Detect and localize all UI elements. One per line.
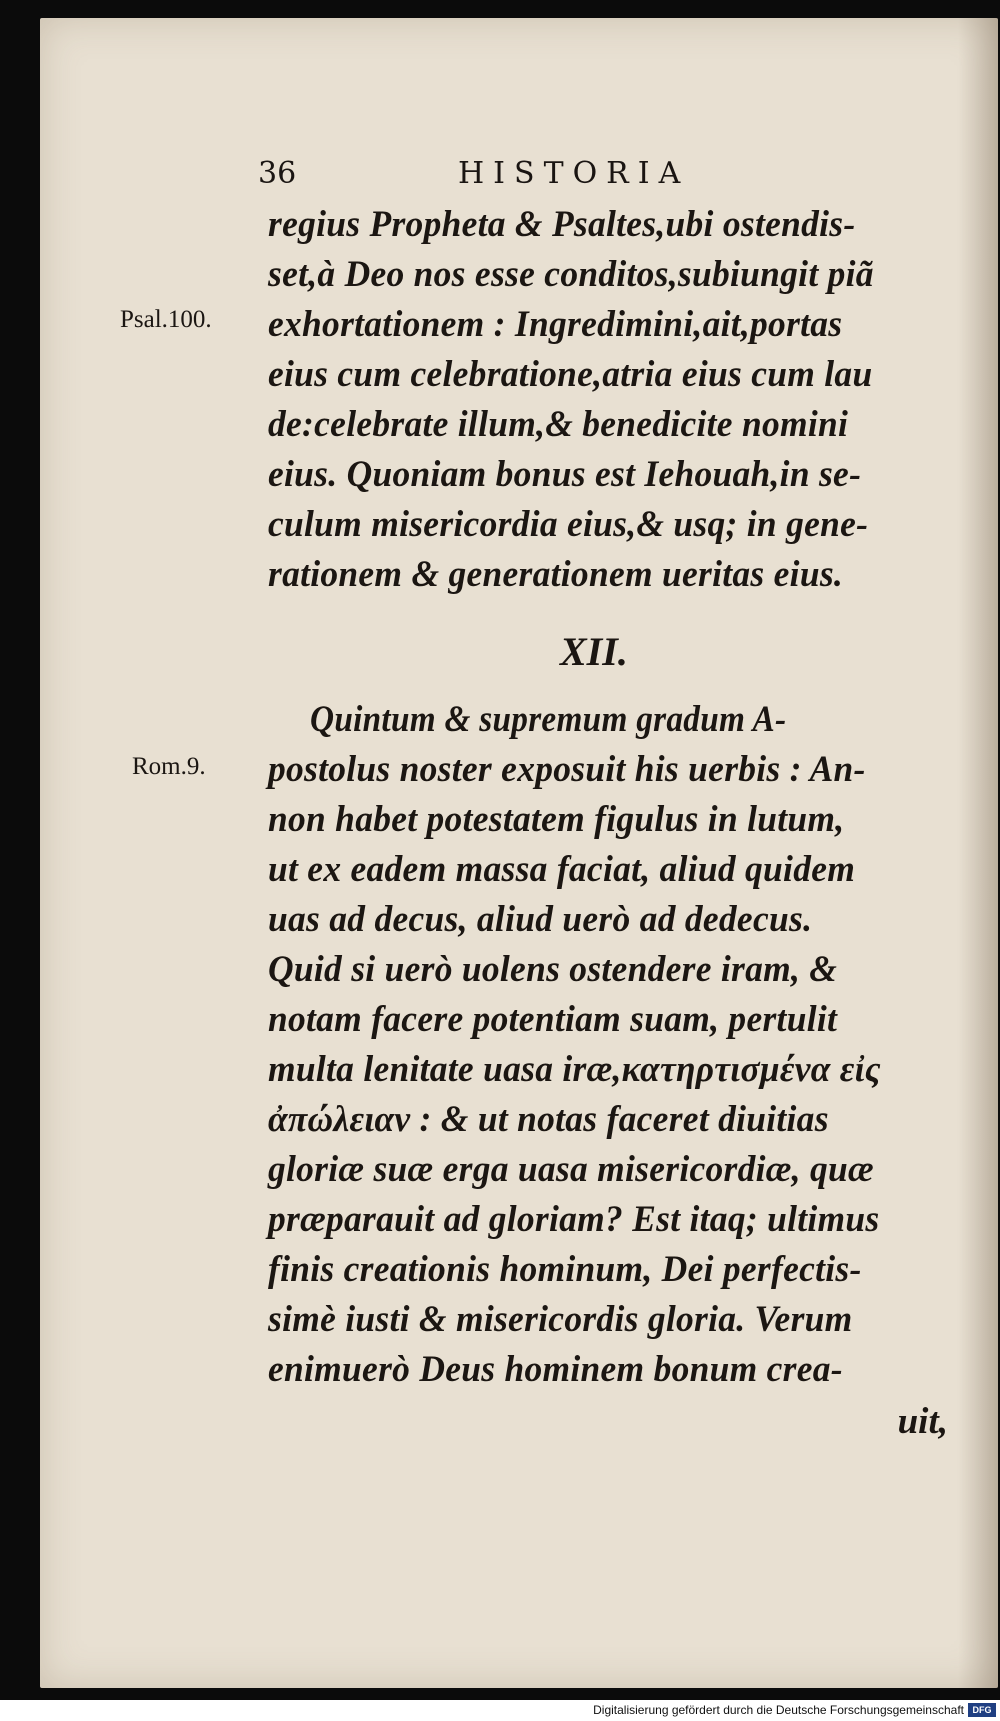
text-line: ἀπώλειαν : & ut notas faceret diuitias	[268, 1099, 829, 1140]
text-line: eius. Quoniam bonus est Iehouah,in se-	[268, 454, 862, 495]
text-line: ut ex eadem massa faciat, aliud quidem	[268, 849, 856, 890]
text-line: non habet potestatem figulus in lutum,	[268, 799, 845, 840]
book-page	[40, 18, 998, 1688]
page-number: 36	[258, 156, 297, 191]
text-line: notam facere potentiam suam, pertulit	[268, 999, 838, 1040]
section-number: XII.	[560, 629, 628, 674]
running-head: HISTORIA	[458, 156, 690, 191]
dfg-logo: DFG	[968, 1703, 996, 1717]
page-edge-shadow	[958, 18, 998, 1688]
digitization-footer	[0, 1700, 1000, 1721]
text-line: gloriæ suæ erga uasa misericordiæ, quæ	[268, 1149, 874, 1190]
text-line: rationem & generationem ueritas eius.	[268, 554, 844, 595]
text-line: eius cum celebratione,atria eius cum lau	[268, 354, 873, 395]
text-line: culum misericordia eius,& usq; in gene-	[268, 504, 869, 545]
text-line: præparauit ad gloriam? Est itaq; ultimus	[268, 1199, 880, 1240]
text-line: uas ad decus, aliud uerò ad dedecus.	[268, 899, 813, 940]
footer-credit: Digitalisierung gefördert durch die Deutsche Forschungsgemeinschaft	[593, 1703, 964, 1717]
text-line: postolus noster exposuit his uerbis : An-	[268, 749, 866, 790]
text-line: de:celebrate illum,& benedicite nomini	[268, 404, 849, 445]
margin-note-psalm: Psal.100.	[120, 306, 212, 333]
text-line: regius Propheta & Psaltes,ubi ostendis-	[268, 204, 856, 245]
text-line: exhortationem : Ingredimini,ait,portas	[268, 304, 843, 345]
text-line: Quid si uerò uolens ostendere iram, &	[268, 949, 838, 990]
text-line: simè iusti & misericordis gloria. Verum	[268, 1299, 853, 1340]
margin-note-romans: Rom.9.	[132, 753, 206, 780]
catchword: uit,	[897, 1401, 948, 1442]
text-line: Quintum & supremum gradum A-	[310, 699, 787, 740]
text-line: finis creationis hominum, Dei perfectis-	[268, 1249, 862, 1290]
text-line: multa lenitate uasa iræ,κατηρτισμένα εἰς	[268, 1049, 881, 1090]
text-line: enimuerò Deus hominem bonum crea-	[268, 1349, 843, 1390]
text-line: set,à Deo nos esse conditos,subiungit piã	[268, 254, 874, 295]
page-header	[40, 156, 998, 196]
